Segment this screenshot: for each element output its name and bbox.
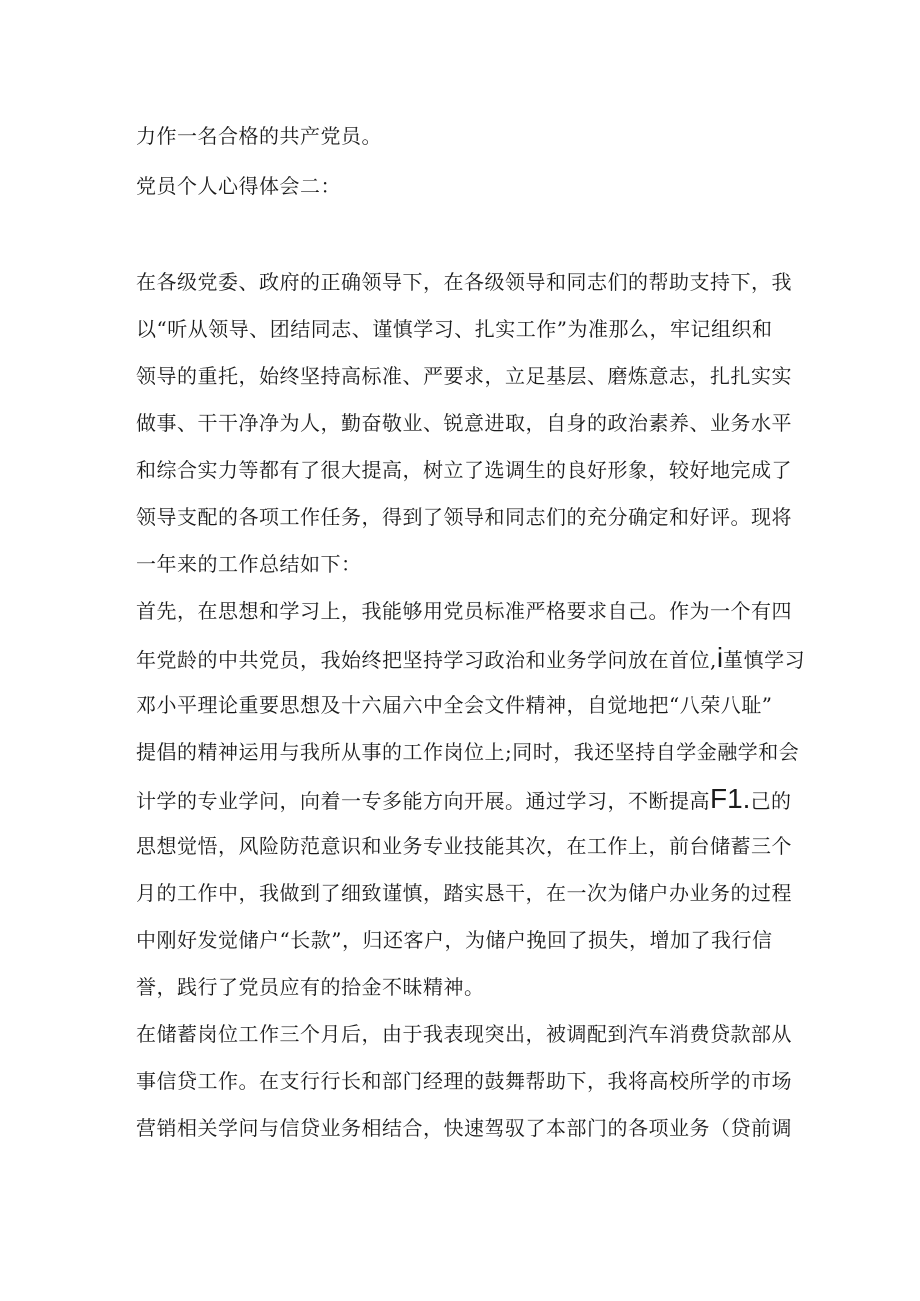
text-run: 堇慎学习 [723, 648, 806, 672]
paragraph-line: 在储蓄岗位工作三个月后，由于我表现突出，被调配到汽车消费贷款部从 [136, 1022, 792, 1046]
paragraph-line: 誉，践行了党员应有的拾金不昧精神。 [136, 975, 485, 999]
paragraph-line: 首先，在思想和学习上，我能够用党员标准严格要求自己。作为一个有四 [136, 599, 792, 623]
paragraph-line: 邓小平理论重要思想及十六届六中全会文件精神，自觉地把“八荣八耻” [136, 693, 773, 717]
ocr-glyph: F1. [710, 783, 751, 814]
ocr-glyph: i [716, 642, 724, 673]
paragraph-line: 月的工作中，我做到了细致谨慎，踏实恳干，在一次为储户办业务的过程 [136, 881, 792, 905]
paragraph-line: 中刚好发觉储户“长款”，归还客户，为储户挽回了损失，增加了我行信 [136, 928, 773, 952]
text-run: 年党龄的中共党员，我始终把坚持学习政治和业务学问放在首位, [136, 648, 717, 672]
paragraph-line [136, 642, 806, 674]
paragraph-line [136, 785, 796, 815]
opening-line: 力作一名合格的共产党员。 [136, 124, 382, 148]
paragraph-line: 领导的重托，始终坚持高标准、严要求，立足基层、磨炼意志，扎扎实实 [136, 364, 792, 388]
paragraph-line: 营销相关学问与信贷业务相结合，快速驾驭了本部门的各项业务（贷前调 [136, 1116, 792, 1140]
paragraph-line: 和综合实力等都有了很大提高，树立了选调生的良好形象，较好地完成了 [136, 458, 792, 482]
paragraph-line: 提倡的精神运用与我所从事的工作岗位上;同时，我还坚持自学金融学和会 [136, 740, 800, 764]
paragraph-line: 一年来的工作总结如下： [136, 552, 362, 576]
paragraph-line: 领导支配的各项工作任务，得到了领导和同志们的充分确定和好评。现将 [136, 505, 792, 529]
paragraph-line: 做事、干干净净为人，勤奋敬业、锐意进取，自身的政治素养、业务水平 [136, 411, 792, 435]
paragraph-line: 在各级党委、政府的正确领导下，在各级领导和同志们的帮助支持下，我 [136, 270, 792, 294]
text-run: 己的 [750, 789, 792, 813]
text-run: 计学的专业学问，向着一专多能方向开展。通过学习，不断提高 [136, 789, 710, 813]
section-title: 党员个人心得体会二： [136, 174, 341, 198]
paragraph-line: 事信贷工作。在支行行长和部门经理的鼓舞帮助下，我将高校所学的市场 [136, 1069, 792, 1093]
paragraph-line: 思想觉悟，风险防范意识和业务专业技能其次，在工作上，前台储蓄三个 [136, 834, 792, 858]
paragraph-line: 以“听从领导、团结同志、谨慎学习、扎实工作”为准那么，牢记组织和 [136, 317, 773, 341]
